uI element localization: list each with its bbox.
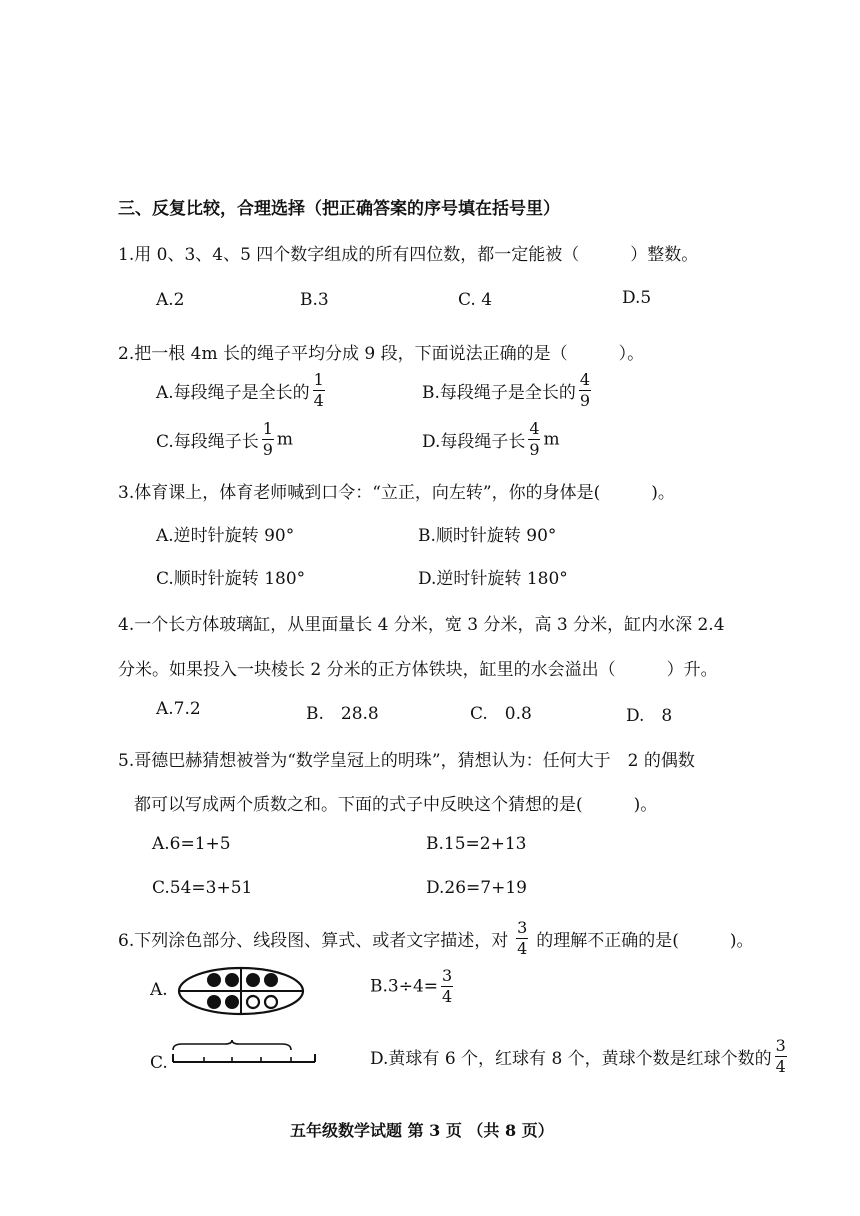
question-4-line-2: 分米。如果投入一块棱长 2 分米的正方体铁块，缸里的水会溢出（ ）升。 [118,660,718,680]
q4-option-a: A.7.2 [156,699,201,719]
fraction-numerator: 3 [517,918,528,937]
fraction-denominator: 4 [313,391,324,410]
q2-option-b-fraction [579,372,591,409]
fraction-denominator: 9 [579,391,590,410]
fraction-numerator: 4 [529,419,540,438]
q2-option-c-fraction [262,421,274,458]
fraction-denominator: 9 [529,440,540,459]
q6-option-b-text: B.3÷4= [370,976,439,997]
q4-option-d: D. 8 [626,706,673,726]
q1-option-c: C. 4 [458,290,493,310]
question-5-line-1: 5.哥德巴赫猜想被誉为“数学皇冠上的明珠”，猜想认为：任何大于 2 的偶数 [118,751,695,771]
q4-option-c: C. 0.8 [470,704,532,724]
question-4-line-1: 4.一个长方体玻璃缸，从里面量长 4 分米，宽 3 分米，高 3 分米，缸内水深 2.4 [118,615,725,635]
shaded-oval-figure [176,965,306,1017]
q2-option-a-text: A.每段绳子是全长的 [156,383,310,403]
fraction-numerator: 1 [262,419,273,438]
q2-option-d-unit: m [543,429,560,450]
q2-option-d-fraction [528,421,540,458]
fraction-denominator: 4 [775,1057,786,1076]
question-2-text: 2.把一根 4m 长的绳子平均分成 9 段，下面说法正确的是（ ）。 [118,344,645,364]
fraction-numerator: 3 [775,1036,786,1055]
question-3-text: 3.体育课上，体育老师喊到口令：“立正，向左转”，你的身体是( )。 [118,483,675,503]
q6-fraction [516,920,528,957]
q5-option-c: C.54=3+51 [152,878,253,898]
fraction-numerator: 1 [313,370,324,389]
q6-suffix: 的理解不正确的是( )。 [536,931,754,951]
q3-option-d: D.逆时针旋转 180° [418,569,568,589]
q3-option-b: B.顺时针旋转 90° [418,526,557,546]
fraction-denominator: 4 [441,987,453,1006]
q6-option-b-fraction [441,968,453,1005]
question-5-line-2: 都可以写成两个质数之和。下面的式子中反映这个猜想的是( )。 [134,795,658,815]
line-segment-diagram [170,1040,320,1070]
q1-option-d: D.5 [622,288,652,308]
q2-option-b [422,372,594,409]
q6-option-b [370,968,456,1005]
q6-option-c-label: C. [150,1053,168,1073]
q1-option-b: B.3 [300,290,329,310]
q2-option-b-text: B.每段绳子是全长的 [422,383,576,403]
page-footer: 五年级数学试题 第 3 页 （共 8 页） [290,1121,554,1140]
fraction-denominator: 9 [262,440,273,459]
q5-option-d: D.26=7+19 [426,878,527,898]
q2-option-d [422,421,560,458]
question-1-text: 1.用 0、3、4、5 四个数字组成的所有四位数，都一定能被（ ）整数。 [118,245,699,265]
fraction-numerator: 3 [441,966,453,985]
q3-option-c: C.顺时针旋转 180° [156,569,306,589]
q5-option-a: A.6=1+5 [152,834,231,854]
q5-option-b: B.15=2+13 [426,834,527,854]
fraction-numerator: 4 [579,370,590,389]
q3-option-a: A.逆时针旋转 90° [156,526,295,546]
q2-option-a [156,372,328,409]
q4-option-b: B. 28.8 [306,704,379,724]
q6-option-d-text: D.黄球有 6 个，红球有 8 个，黄球个数是红球个数的 [370,1049,772,1069]
q1-option-a: A.2 [156,290,185,310]
q6-option-a-label: A. [150,980,168,1000]
q2-option-c [156,421,293,458]
question-6-text [118,920,753,957]
q6-prefix: 6.下列涂色部分、线段图、算式、或者文字描述，对 [118,931,509,951]
q2-option-c-text: C.每段绳子长 [156,432,259,452]
q6-option-d [370,1038,790,1075]
fraction-denominator: 4 [517,939,528,958]
q6-option-d-fraction [775,1038,787,1075]
q2-option-d-text: D.每段绳子长 [422,432,526,452]
q2-option-a-fraction [313,372,325,409]
q2-option-c-unit: m [276,429,293,450]
section-title: 三、反复比较，合理选择（把正确答案的序号填在括号里） [118,199,560,219]
